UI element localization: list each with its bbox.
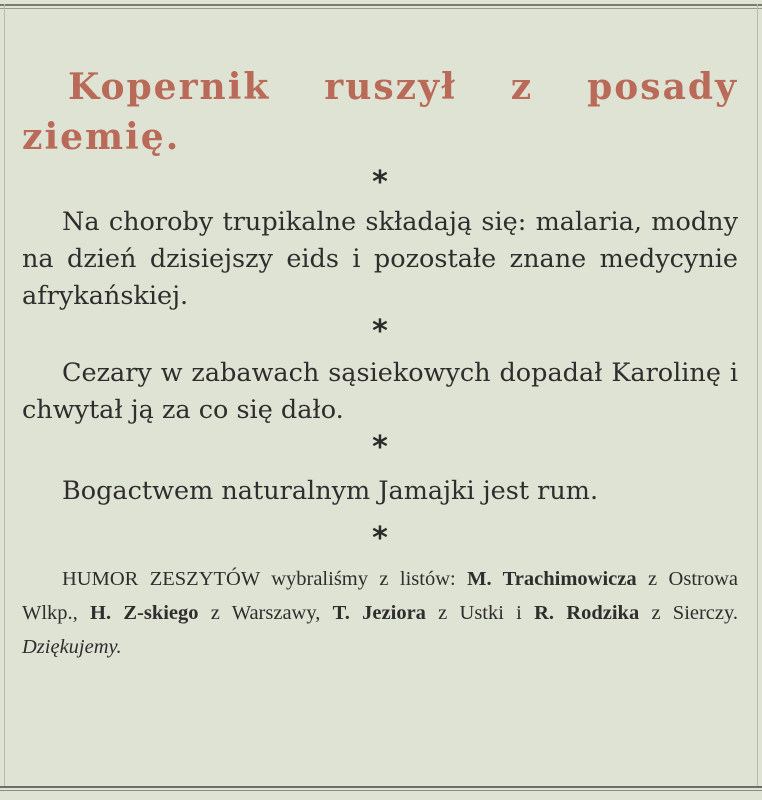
asterisk-separator: * <box>372 430 388 465</box>
contributor-name: T. Jeziora <box>332 602 426 624</box>
bottom-rule <box>0 786 762 788</box>
joke-item: Na choroby trupikalne składają się: malaria, modny na dzień dzisiejszy eids i pozostałe znane medycynie afrykańskiej. <box>22 207 738 311</box>
contributor-place: z Ostrowa Wlkp., <box>22 568 738 624</box>
right-edge <box>757 4 758 788</box>
headline-joke: Kopernik ruszył z posady ziemię. <box>22 66 738 158</box>
thanks-note: Dziękujemy. <box>22 636 122 658</box>
top-rule <box>0 4 762 6</box>
top-rule-inner <box>0 8 762 9</box>
joke-item: Cezary w zabawach sąsiekowych dopadał Karolinę i chwytał ją za co się dało. <box>22 358 738 425</box>
left-edge <box>4 4 5 788</box>
asterisk-separator: * <box>372 521 388 556</box>
bottom-rule-inner <box>0 790 762 791</box>
contributor-place: z Warszawy, <box>210 602 321 624</box>
contributor-name: H. Z-skiego <box>90 602 199 624</box>
asterisk-separator: * <box>372 314 388 349</box>
humor-column <box>22 62 738 664</box>
credits-paragraph <box>22 562 738 664</box>
contributor-place: z Ustki i <box>438 602 522 624</box>
asterisk-separator: * <box>372 165 388 200</box>
contributor-place: z Sierczy. <box>651 602 739 624</box>
joke-item: Bogactwem naturalnym Jamajki jest rum. <box>62 476 599 506</box>
contributor-name: R. Rodzika <box>534 602 640 624</box>
credits-intro: HUMOR ZESZYTÓW wybraliśmy z listów: <box>62 568 456 590</box>
contributor-name: M. Trachimowicza <box>467 568 637 590</box>
